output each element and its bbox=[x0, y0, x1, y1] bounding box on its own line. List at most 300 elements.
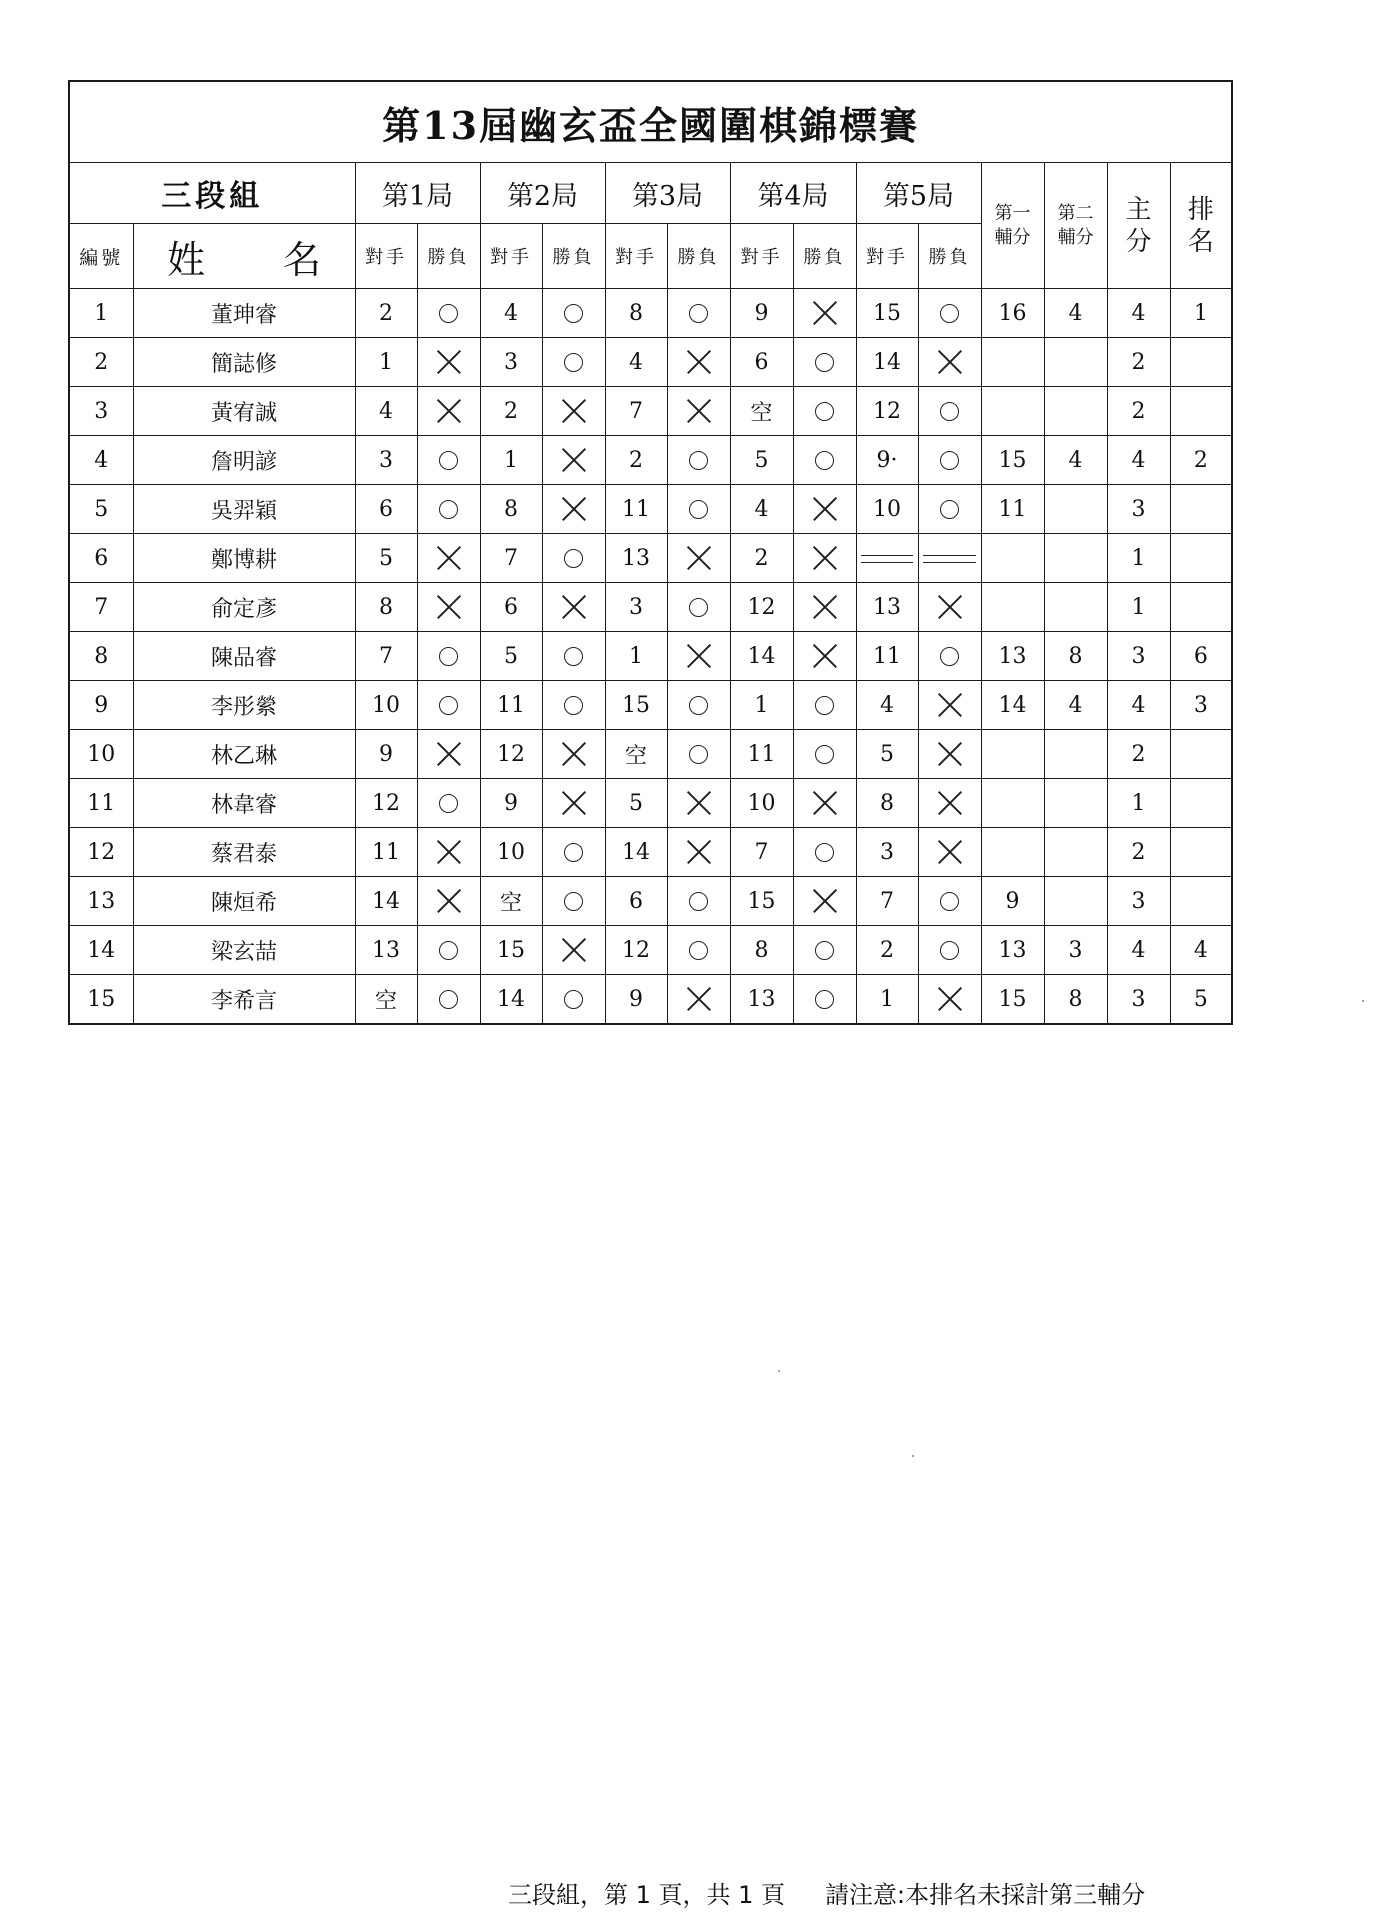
round-3-result bbox=[667, 338, 730, 387]
round-2-opponent: 9 bbox=[480, 779, 542, 828]
round-3-opponent: 6 bbox=[605, 877, 667, 926]
win-circle-icon bbox=[564, 353, 583, 372]
round-1-result bbox=[417, 975, 480, 1025]
player-rank: 6 bbox=[1170, 632, 1232, 681]
round-1-opponent: 空 bbox=[355, 975, 417, 1025]
main-score: 1 bbox=[1107, 534, 1170, 583]
player-name: 黃宥誠 bbox=[133, 387, 355, 436]
round-5-result bbox=[918, 975, 981, 1025]
round-3-opponent: 4 bbox=[605, 338, 667, 387]
round-1-result bbox=[417, 338, 480, 387]
opponent-header: 對手 bbox=[480, 224, 542, 289]
rank-header: 排 名 bbox=[1170, 163, 1232, 289]
round-4-result bbox=[793, 338, 856, 387]
player-number: 6 bbox=[69, 534, 133, 583]
main-score: 3 bbox=[1107, 975, 1170, 1025]
round-2-opponent: 15 bbox=[480, 926, 542, 975]
win-circle-icon bbox=[689, 451, 708, 470]
round-4-result bbox=[793, 975, 856, 1025]
round-1-header: 第1局 bbox=[355, 163, 480, 224]
round-1-opponent: 8 bbox=[355, 583, 417, 632]
loss-cross-icon bbox=[436, 839, 462, 865]
win-circle-icon bbox=[940, 402, 959, 421]
round-2-opponent: 11 bbox=[480, 681, 542, 730]
round-5-result bbox=[918, 632, 981, 681]
round-5-opponent: 8 bbox=[856, 779, 918, 828]
table-row bbox=[69, 730, 1232, 779]
aux-score-1: 9 bbox=[981, 877, 1044, 926]
player-number: 14 bbox=[69, 926, 133, 975]
player-rank bbox=[1170, 730, 1232, 779]
round-2-result bbox=[542, 730, 605, 779]
loss-cross-icon bbox=[561, 937, 587, 963]
loss-cross-icon bbox=[812, 300, 838, 326]
table-row bbox=[69, 583, 1232, 632]
round-2-opponent: 2 bbox=[480, 387, 542, 436]
round-2-header: 第2局 bbox=[480, 163, 605, 224]
round-5-result bbox=[918, 338, 981, 387]
round-1-result bbox=[417, 681, 480, 730]
round-5-result bbox=[918, 485, 981, 534]
loss-cross-icon bbox=[561, 447, 587, 473]
round-2-result bbox=[542, 779, 605, 828]
round-4-result bbox=[793, 387, 856, 436]
loss-cross-icon bbox=[686, 545, 712, 571]
aux-score-1: 15 bbox=[981, 975, 1044, 1025]
scan-speck bbox=[778, 1370, 780, 1372]
round-1-opponent: 6 bbox=[355, 485, 417, 534]
round-5-opponent: 2 bbox=[856, 926, 918, 975]
number-header: 編號 bbox=[69, 224, 133, 289]
win-circle-icon bbox=[564, 843, 583, 862]
round-2-opponent: 3 bbox=[480, 338, 542, 387]
loss-cross-icon bbox=[937, 741, 963, 767]
loss-cross-icon bbox=[686, 643, 712, 669]
round-4-opponent: 4 bbox=[730, 485, 793, 534]
player-rank: 2 bbox=[1170, 436, 1232, 485]
round-5-opponent: 10 bbox=[856, 485, 918, 534]
win-circle-icon bbox=[940, 892, 959, 911]
player-number: 12 bbox=[69, 828, 133, 877]
loss-cross-icon bbox=[937, 594, 963, 620]
round-3-opponent: 2 bbox=[605, 436, 667, 485]
round-1-opponent: 4 bbox=[355, 387, 417, 436]
round-4-opponent: 9 bbox=[730, 289, 793, 338]
main-score-header: 主 分 bbox=[1107, 163, 1170, 289]
loss-cross-icon bbox=[937, 692, 963, 718]
round-2-result bbox=[542, 485, 605, 534]
round-1-result bbox=[417, 779, 480, 828]
aux-score-2 bbox=[1044, 583, 1107, 632]
round-5-result bbox=[918, 828, 981, 877]
round-5-result bbox=[918, 387, 981, 436]
win-circle-icon bbox=[689, 745, 708, 764]
win-circle-icon bbox=[689, 598, 708, 617]
main-score: 4 bbox=[1107, 289, 1170, 338]
player-number: 11 bbox=[69, 779, 133, 828]
round-1-opponent: 7 bbox=[355, 632, 417, 681]
win-circle-icon bbox=[940, 451, 959, 470]
round-5-result bbox=[918, 289, 981, 338]
win-circle-icon bbox=[439, 500, 458, 519]
round-4-opponent: 2 bbox=[730, 534, 793, 583]
round-1-result bbox=[417, 387, 480, 436]
win-circle-icon bbox=[940, 941, 959, 960]
player-number: 15 bbox=[69, 975, 133, 1025]
loss-cross-icon bbox=[436, 349, 462, 375]
win-circle-icon bbox=[439, 941, 458, 960]
player-name: 簡誌修 bbox=[133, 338, 355, 387]
round-2-result bbox=[542, 828, 605, 877]
round-1-opponent: 14 bbox=[355, 877, 417, 926]
win-circle-icon bbox=[689, 696, 708, 715]
win-circle-icon bbox=[815, 843, 834, 862]
loss-cross-icon bbox=[937, 839, 963, 865]
aux-score-1: 15 bbox=[981, 436, 1044, 485]
aux-score-2 bbox=[1044, 730, 1107, 779]
player-number: 10 bbox=[69, 730, 133, 779]
player-rank: 5 bbox=[1170, 975, 1232, 1025]
result-header: 勝負 bbox=[542, 224, 605, 289]
round-1-opponent: 1 bbox=[355, 338, 417, 387]
loss-cross-icon bbox=[937, 790, 963, 816]
loss-cross-icon bbox=[812, 888, 838, 914]
round-1-result bbox=[417, 534, 480, 583]
round-1-result bbox=[417, 485, 480, 534]
round-2-opponent: 10 bbox=[480, 828, 542, 877]
player-name: 陳烜希 bbox=[133, 877, 355, 926]
aux-score-1 bbox=[981, 583, 1044, 632]
round-5-opponent: 3 bbox=[856, 828, 918, 877]
table-row bbox=[69, 779, 1232, 828]
round-4-opponent: 8 bbox=[730, 926, 793, 975]
win-circle-icon bbox=[564, 990, 583, 1009]
loss-cross-icon bbox=[937, 349, 963, 375]
round-3-result bbox=[667, 877, 730, 926]
win-circle-icon bbox=[689, 892, 708, 911]
round-2-opponent: 1 bbox=[480, 436, 542, 485]
main-score: 2 bbox=[1107, 338, 1170, 387]
round-3-opponent: 12 bbox=[605, 926, 667, 975]
round-1-opponent: 11 bbox=[355, 828, 417, 877]
round-4-opponent: 11 bbox=[730, 730, 793, 779]
round-3-header: 第3局 bbox=[605, 163, 730, 224]
round-3-result bbox=[667, 975, 730, 1025]
round-1-result bbox=[417, 632, 480, 681]
opponent-header: 對手 bbox=[856, 224, 918, 289]
round-4-result bbox=[793, 583, 856, 632]
withdrawn-line bbox=[861, 555, 913, 563]
win-circle-icon bbox=[689, 500, 708, 519]
win-circle-icon bbox=[940, 500, 959, 519]
aux-score-1 bbox=[981, 338, 1044, 387]
loss-cross-icon bbox=[937, 986, 963, 1012]
player-name: 蔡君泰 bbox=[133, 828, 355, 877]
win-circle-icon bbox=[439, 794, 458, 813]
win-circle-icon bbox=[564, 647, 583, 666]
round-2-opponent: 14 bbox=[480, 975, 542, 1025]
aux-score-1: 13 bbox=[981, 632, 1044, 681]
aux-score-2 bbox=[1044, 387, 1107, 436]
result-header: 勝負 bbox=[417, 224, 480, 289]
loss-cross-icon bbox=[436, 741, 462, 767]
loss-cross-icon bbox=[812, 496, 838, 522]
player-name: 李希言 bbox=[133, 975, 355, 1025]
round-3-result bbox=[667, 534, 730, 583]
player-number: 8 bbox=[69, 632, 133, 681]
loss-cross-icon bbox=[686, 398, 712, 424]
player-number: 2 bbox=[69, 338, 133, 387]
player-name: 吳羿穎 bbox=[133, 485, 355, 534]
aux-score-2 bbox=[1044, 338, 1107, 387]
round-2-result bbox=[542, 387, 605, 436]
scan-speck bbox=[1362, 1000, 1364, 1002]
player-rank bbox=[1170, 583, 1232, 632]
round-3-opponent: 11 bbox=[605, 485, 667, 534]
round-2-result bbox=[542, 877, 605, 926]
round-4-result bbox=[793, 926, 856, 975]
win-circle-icon bbox=[815, 990, 834, 1009]
round-2-result bbox=[542, 338, 605, 387]
table-row bbox=[69, 681, 1232, 730]
loss-cross-icon bbox=[812, 790, 838, 816]
win-circle-icon bbox=[564, 549, 583, 568]
loss-cross-icon bbox=[686, 790, 712, 816]
round-3-opponent: 13 bbox=[605, 534, 667, 583]
round-3-result bbox=[667, 289, 730, 338]
round-1-opponent: 3 bbox=[355, 436, 417, 485]
round-3-opponent: 15 bbox=[605, 681, 667, 730]
main-score: 3 bbox=[1107, 485, 1170, 534]
round-3-result bbox=[667, 779, 730, 828]
group-label: 三段組 bbox=[69, 163, 355, 224]
round-3-result bbox=[667, 583, 730, 632]
aux-score-2: 8 bbox=[1044, 975, 1107, 1025]
round-4-result bbox=[793, 436, 856, 485]
table-row bbox=[69, 289, 1232, 338]
aux-score-2: 8 bbox=[1044, 632, 1107, 681]
win-circle-icon bbox=[689, 941, 708, 960]
round-2-opponent: 7 bbox=[480, 534, 542, 583]
round-4-opponent: 12 bbox=[730, 583, 793, 632]
loss-cross-icon bbox=[436, 888, 462, 914]
player-name: 俞定彥 bbox=[133, 583, 355, 632]
round-5-result bbox=[918, 583, 981, 632]
round-5-opponent bbox=[856, 534, 918, 583]
round-4-result bbox=[793, 877, 856, 926]
loss-cross-icon bbox=[436, 594, 462, 620]
win-circle-icon bbox=[689, 304, 708, 323]
win-circle-icon bbox=[815, 941, 834, 960]
round-5-opponent: 9· bbox=[856, 436, 918, 485]
loss-cross-icon bbox=[561, 741, 587, 767]
loss-cross-icon bbox=[812, 643, 838, 669]
round-2-opponent: 6 bbox=[480, 583, 542, 632]
player-rank bbox=[1170, 387, 1232, 436]
round-4-result bbox=[793, 632, 856, 681]
table-row bbox=[69, 975, 1232, 1025]
round-1-opponent: 13 bbox=[355, 926, 417, 975]
round-5-header: 第5局 bbox=[856, 163, 981, 224]
player-name: 董珅睿 bbox=[133, 289, 355, 338]
round-3-result bbox=[667, 485, 730, 534]
opponent-header: 對手 bbox=[355, 224, 417, 289]
footer-note: 請注意:本排名未採計第三輔分 bbox=[825, 1881, 1146, 1909]
loss-cross-icon bbox=[561, 496, 587, 522]
round-4-result bbox=[793, 534, 856, 583]
round-2-opponent: 空 bbox=[480, 877, 542, 926]
aux-score-1: 14 bbox=[981, 681, 1044, 730]
aux-score-1 bbox=[981, 387, 1044, 436]
round-4-result bbox=[793, 485, 856, 534]
scan-speck bbox=[912, 1455, 914, 1457]
player-name: 陳品睿 bbox=[133, 632, 355, 681]
player-name: 李彤縈 bbox=[133, 681, 355, 730]
player-rank bbox=[1170, 485, 1232, 534]
round-3-result bbox=[667, 436, 730, 485]
win-circle-icon bbox=[815, 745, 834, 764]
main-score: 4 bbox=[1107, 926, 1170, 975]
round-5-result bbox=[918, 926, 981, 975]
round-3-opponent: 14 bbox=[605, 828, 667, 877]
table-row bbox=[69, 632, 1232, 681]
player-rank: 3 bbox=[1170, 681, 1232, 730]
round-3-opponent: 8 bbox=[605, 289, 667, 338]
loss-cross-icon bbox=[812, 545, 838, 571]
round-2-opponent: 5 bbox=[480, 632, 542, 681]
player-name: 鄭博耕 bbox=[133, 534, 355, 583]
loss-cross-icon bbox=[436, 398, 462, 424]
player-name: 林乙琳 bbox=[133, 730, 355, 779]
round-2-result bbox=[542, 681, 605, 730]
round-5-result bbox=[918, 681, 981, 730]
round-1-opponent: 2 bbox=[355, 289, 417, 338]
loss-cross-icon bbox=[686, 839, 712, 865]
footer-page-info: 三段組，第 1 頁，共 1 頁 bbox=[508, 1881, 786, 1909]
player-name: 詹明諺 bbox=[133, 436, 355, 485]
round-3-result bbox=[667, 681, 730, 730]
aux-score-1: 11 bbox=[981, 485, 1044, 534]
win-circle-icon bbox=[439, 696, 458, 715]
aux-score-1-header: 第一 輔分 bbox=[981, 163, 1044, 289]
main-score: 2 bbox=[1107, 387, 1170, 436]
opponent-header: 對手 bbox=[605, 224, 667, 289]
loss-cross-icon bbox=[686, 986, 712, 1012]
result-header: 勝負 bbox=[793, 224, 856, 289]
round-3-result bbox=[667, 926, 730, 975]
player-rank bbox=[1170, 877, 1232, 926]
win-circle-icon bbox=[815, 696, 834, 715]
round-5-opponent: 11 bbox=[856, 632, 918, 681]
round-1-opponent: 5 bbox=[355, 534, 417, 583]
round-5-result bbox=[918, 436, 981, 485]
aux-score-1 bbox=[981, 779, 1044, 828]
win-circle-icon bbox=[439, 451, 458, 470]
win-circle-icon bbox=[815, 353, 834, 372]
aux-score-1: 16 bbox=[981, 289, 1044, 338]
round-4-opponent: 15 bbox=[730, 877, 793, 926]
round-5-opponent: 7 bbox=[856, 877, 918, 926]
round-5-opponent: 1 bbox=[856, 975, 918, 1025]
round-1-result bbox=[417, 583, 480, 632]
table-row bbox=[69, 338, 1232, 387]
withdrawn-line bbox=[923, 555, 976, 563]
win-circle-icon bbox=[815, 451, 834, 470]
player-number: 9 bbox=[69, 681, 133, 730]
loss-cross-icon bbox=[561, 790, 587, 816]
opponent-header: 對手 bbox=[730, 224, 793, 289]
main-score: 4 bbox=[1107, 681, 1170, 730]
aux-score-2: 4 bbox=[1044, 681, 1107, 730]
round-4-opponent: 6 bbox=[730, 338, 793, 387]
table-row bbox=[69, 828, 1232, 877]
table-row bbox=[69, 534, 1232, 583]
main-score: 4 bbox=[1107, 436, 1170, 485]
round-5-result bbox=[918, 779, 981, 828]
round-3-opponent: 7 bbox=[605, 387, 667, 436]
round-4-opponent: 10 bbox=[730, 779, 793, 828]
player-number: 7 bbox=[69, 583, 133, 632]
round-1-result bbox=[417, 289, 480, 338]
round-2-result bbox=[542, 632, 605, 681]
win-circle-icon bbox=[940, 647, 959, 666]
table-row bbox=[69, 877, 1232, 926]
aux-score-2 bbox=[1044, 534, 1107, 583]
main-score: 3 bbox=[1107, 877, 1170, 926]
win-circle-icon bbox=[564, 892, 583, 911]
round-3-opponent: 9 bbox=[605, 975, 667, 1025]
player-name: 林韋睿 bbox=[133, 779, 355, 828]
round-4-opponent: 14 bbox=[730, 632, 793, 681]
round-4-opponent: 7 bbox=[730, 828, 793, 877]
aux-score-2: 4 bbox=[1044, 436, 1107, 485]
round-1-result bbox=[417, 877, 480, 926]
round-5-result bbox=[918, 534, 981, 583]
result-header: 勝負 bbox=[667, 224, 730, 289]
aux-score-1: 13 bbox=[981, 926, 1044, 975]
round-2-opponent: 4 bbox=[480, 289, 542, 338]
round-1-result bbox=[417, 730, 480, 779]
player-number: 13 bbox=[69, 877, 133, 926]
round-1-result bbox=[417, 828, 480, 877]
player-rank bbox=[1170, 534, 1232, 583]
main-score: 3 bbox=[1107, 632, 1170, 681]
round-5-opponent: 4 bbox=[856, 681, 918, 730]
main-score: 1 bbox=[1107, 583, 1170, 632]
player-rank bbox=[1170, 828, 1232, 877]
loss-cross-icon bbox=[561, 594, 587, 620]
round-3-opponent: 1 bbox=[605, 632, 667, 681]
round-4-header: 第4局 bbox=[730, 163, 856, 224]
round-4-result bbox=[793, 730, 856, 779]
round-5-opponent: 14 bbox=[856, 338, 918, 387]
player-rank: 4 bbox=[1170, 926, 1232, 975]
round-5-opponent: 12 bbox=[856, 387, 918, 436]
round-4-result bbox=[793, 681, 856, 730]
aux-score-1 bbox=[981, 534, 1044, 583]
player-number: 5 bbox=[69, 485, 133, 534]
round-2-opponent: 8 bbox=[480, 485, 542, 534]
round-4-opponent: 13 bbox=[730, 975, 793, 1025]
aux-score-1 bbox=[981, 828, 1044, 877]
round-5-opponent: 13 bbox=[856, 583, 918, 632]
win-circle-icon bbox=[564, 696, 583, 715]
round-2-result bbox=[542, 583, 605, 632]
main-score: 2 bbox=[1107, 730, 1170, 779]
round-1-opponent: 9 bbox=[355, 730, 417, 779]
loss-cross-icon bbox=[561, 398, 587, 424]
round-2-result bbox=[542, 926, 605, 975]
